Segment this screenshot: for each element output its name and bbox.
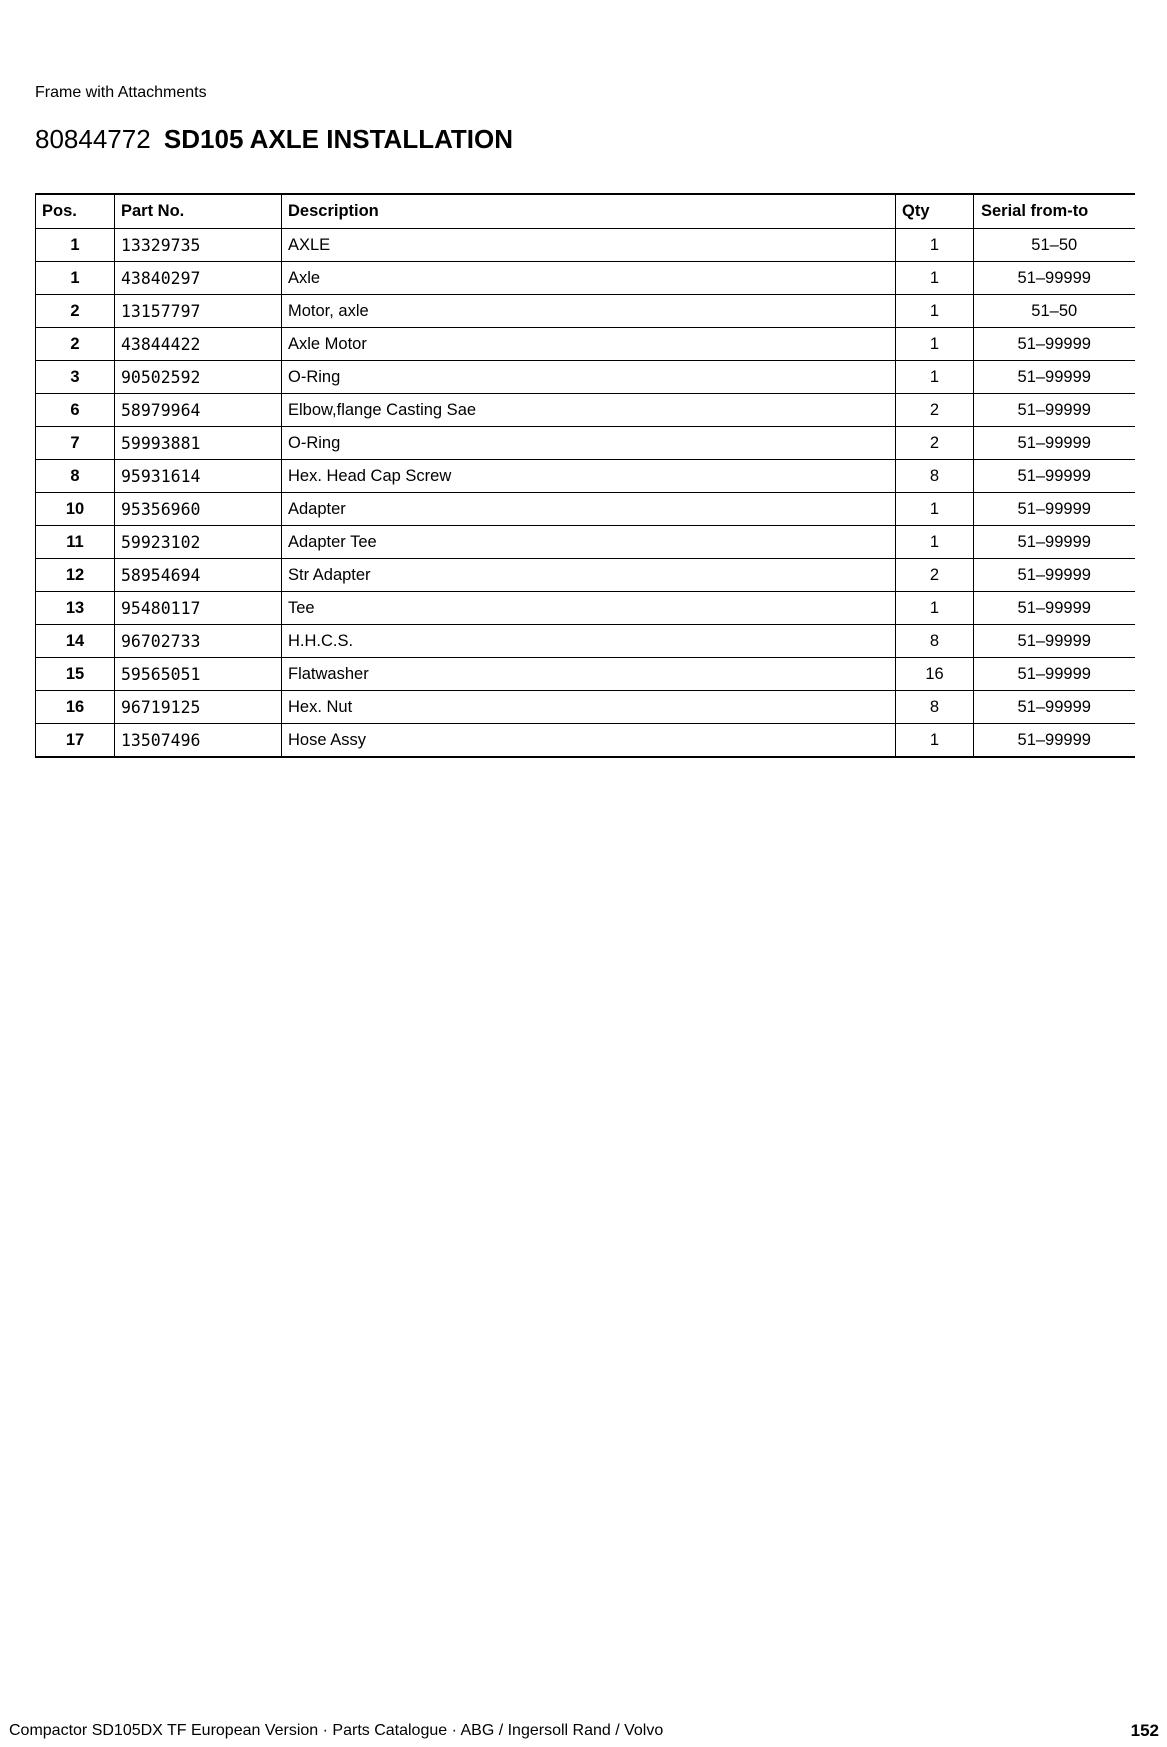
cell-qty: 2 — [896, 559, 974, 592]
cell-qty: 8 — [896, 625, 974, 658]
cell-description: O-Ring — [282, 361, 896, 394]
assembly-code: 80844772 — [35, 124, 151, 154]
footer-text: Compactor SD105DX TF European Version · Parts Catalogue · ABG / Ingersoll Rand / Volvo — [9, 1722, 664, 1739]
cell-part-no: 95480117 — [115, 592, 282, 625]
cell-pos: 12 — [36, 559, 115, 592]
cell-description: AXLE — [282, 229, 896, 262]
page-number: 152 — [1130, 1721, 1159, 1740]
cell-serial: 51–99999 — [974, 592, 1135, 625]
table-row — [36, 328, 1135, 361]
cell-part-no: 59993881 — [115, 427, 282, 460]
cell-description: Flatwasher — [282, 658, 896, 691]
cell-description: H.H.C.S. — [282, 625, 896, 658]
cell-part-no: 43840297 — [115, 262, 282, 295]
table-row — [36, 394, 1135, 427]
header-qty: Qty — [896, 194, 974, 229]
cell-serial: 51–99999 — [974, 394, 1135, 427]
table-row — [36, 229, 1135, 262]
cell-qty: 1 — [896, 592, 974, 625]
cell-pos: 16 — [36, 691, 115, 724]
page-title — [35, 124, 513, 155]
table-row — [36, 724, 1135, 758]
cell-pos: 14 — [36, 625, 115, 658]
cell-description: O-Ring — [282, 427, 896, 460]
cell-part-no: 59565051 — [115, 658, 282, 691]
cell-description: Adapter — [282, 493, 896, 526]
header-description: Description — [282, 194, 896, 229]
table-row — [36, 526, 1135, 559]
header-pos: Pos. — [36, 194, 115, 229]
cell-description: Axle Motor — [282, 328, 896, 361]
table-row — [36, 625, 1135, 658]
table-row — [36, 295, 1135, 328]
cell-part-no: 59923102 — [115, 526, 282, 559]
cell-description: Tee — [282, 592, 896, 625]
cell-part-no: 90502592 — [115, 361, 282, 394]
cell-serial: 51–50 — [974, 229, 1135, 262]
table-row — [36, 262, 1135, 295]
cell-pos: 2 — [36, 295, 115, 328]
cell-part-no: 13157797 — [115, 295, 282, 328]
header-serial: Serial from-to — [974, 194, 1135, 229]
cell-serial: 51–99999 — [974, 493, 1135, 526]
cell-pos: 13 — [36, 592, 115, 625]
cell-description: Adapter Tee — [282, 526, 896, 559]
table-row — [36, 691, 1135, 724]
cell-qty: 1 — [896, 328, 974, 361]
cell-part-no: 96702733 — [115, 625, 282, 658]
cell-description: Axle — [282, 262, 896, 295]
cell-serial: 51–99999 — [974, 328, 1135, 361]
assembly-title: SD105 AXLE INSTALLATION — [163, 124, 514, 154]
cell-part-no: 13507496 — [115, 724, 282, 758]
cell-part-no: 13329735 — [115, 229, 282, 262]
table-row — [36, 361, 1135, 394]
parts-table — [35, 193, 1135, 758]
cell-pos: 3 — [36, 361, 115, 394]
cell-part-no: 95931614 — [115, 460, 282, 493]
cell-pos: 17 — [36, 724, 115, 758]
table-row — [36, 658, 1135, 691]
header-part-no: Part No. — [115, 194, 282, 229]
cell-serial: 51–99999 — [974, 724, 1135, 758]
cell-serial: 51–99999 — [974, 361, 1135, 394]
cell-qty: 2 — [896, 394, 974, 427]
cell-serial: 51–99999 — [974, 526, 1135, 559]
table-row — [36, 460, 1135, 493]
section-label: Frame with Attachments — [35, 84, 207, 101]
table-row — [36, 592, 1135, 625]
cell-serial: 51–99999 — [974, 625, 1135, 658]
cell-qty: 2 — [896, 427, 974, 460]
cell-serial: 51–50 — [974, 295, 1135, 328]
cell-serial: 51–99999 — [974, 460, 1135, 493]
cell-pos: 7 — [36, 427, 115, 460]
cell-part-no: 43844422 — [115, 328, 282, 361]
cell-qty: 1 — [896, 229, 974, 262]
cell-qty: 1 — [896, 724, 974, 758]
cell-pos: 1 — [36, 262, 115, 295]
cell-qty: 8 — [896, 691, 974, 724]
cell-pos: 10 — [36, 493, 115, 526]
cell-serial: 51–99999 — [974, 262, 1135, 295]
cell-pos: 15 — [36, 658, 115, 691]
cell-part-no: 95356960 — [115, 493, 282, 526]
cell-description: Elbow,flange Casting Sae — [282, 394, 896, 427]
cell-part-no: 58954694 — [115, 559, 282, 592]
cell-description: Str Adapter — [282, 559, 896, 592]
cell-qty: 16 — [896, 658, 974, 691]
cell-pos: 1 — [36, 229, 115, 262]
cell-description: Hose Assy — [282, 724, 896, 758]
cell-pos: 11 — [36, 526, 115, 559]
cell-pos: 6 — [36, 394, 115, 427]
cell-qty: 1 — [896, 262, 974, 295]
cell-description: Hex. Head Cap Screw — [282, 460, 896, 493]
table-header-row — [36, 194, 1135, 229]
table-row — [36, 559, 1135, 592]
cell-part-no: 58979964 — [115, 394, 282, 427]
parts-table-body — [36, 229, 1135, 758]
cell-serial: 51–99999 — [974, 691, 1135, 724]
cell-qty: 1 — [896, 295, 974, 328]
cell-description: Motor, axle — [282, 295, 896, 328]
cell-qty: 1 — [896, 493, 974, 526]
table-row — [36, 493, 1135, 526]
cell-description: Hex. Nut — [282, 691, 896, 724]
cell-qty: 8 — [896, 460, 974, 493]
cell-serial: 51–99999 — [974, 427, 1135, 460]
cell-pos: 2 — [36, 328, 115, 361]
cell-qty: 1 — [896, 361, 974, 394]
cell-qty: 1 — [896, 526, 974, 559]
cell-part-no: 96719125 — [115, 691, 282, 724]
cell-pos: 8 — [36, 460, 115, 493]
cell-serial: 51–99999 — [974, 658, 1135, 691]
cell-serial: 51–99999 — [974, 559, 1135, 592]
table-row — [36, 427, 1135, 460]
